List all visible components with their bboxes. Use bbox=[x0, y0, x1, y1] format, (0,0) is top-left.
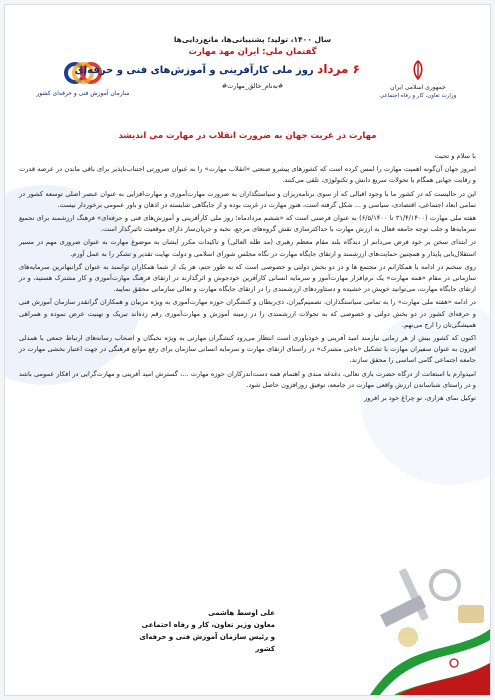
slogan-prefix: گفتمان ملی: bbox=[259, 47, 317, 57]
letter-slogan: مهارت در غربت جهان به ضرورت انقلاب در مهارت می اندیشد bbox=[118, 131, 377, 141]
org-logo-caption: سازمان آموزش فنی و حرفه‌ای کشور bbox=[36, 90, 130, 97]
letter-paragraph: در ابتدای سخن بر خود فرض می‌دانم از دیدگاه بلند مقام معظم رهبری (مد ظله العالی) و تاکیدات مکرر ایشان به موضوع مهارت به عنوان ضروری مهم در مسیر استقلال‌یابی پایدار و همچنین حمایت‌های ارزشمند و ارتقای جایگاه مهارت در نگاه مجلس شورای اسلامی و دولت نهایت تقدیر و تشکر را به عمل آورم. bbox=[19, 238, 476, 258]
letter-paragraph: این در حالیست که در کشور ما با وجود اقبالی که از سوی برنامه‌ریزان و سیاستگذاران به ضرورت مهارت‌آموزی و مهارت‌افزایی به عنوان عنصر اصلی توسعه کشور در تمامی ابعاد اجتماعی، اقتصادی، سیاسی و ... شکل گرفته است، هنوز مهارت در غربت بوده و از جایگاهی شایسته در اذهان و باور عمومی برخوردار نیست. bbox=[19, 189, 476, 209]
national-slogan bbox=[145, 47, 360, 57]
slogan-body: ایران مهد مهارت bbox=[188, 47, 260, 57]
letter-paragraph: روی سخنم در ادامه با همکارانم در مجتمع ها و در دو بخش دولتی و خصوصی است که به طور حتم، هر یک از شما همکاران توانمند به عنوان گرانبهاترین سرمایه‌های سازمانی در مقام «همه مهارت» یک نرم‌افزار مهارت‌آموز و سرمایه انسانی کارآفرین خودجوش و اثرگذارند در ارتقای فرهنگ مهارت‌آموزی و کار مشترک هستید، و در ارتقای جایگاه مهارت، می‌توانید خویش در خشیده و دستاوردهای ارزشمندی را در ارتقای جایگاه مهارت و تعالی سازمانی محقق نمایید. bbox=[19, 262, 476, 294]
ministry-emblem bbox=[368, 59, 468, 99]
emblem-icon bbox=[407, 59, 429, 81]
event-date: ۶ مرداد bbox=[317, 62, 360, 76]
signer-title: معاون وزیر تعاون، کار و رفاه اجتماعی bbox=[141, 621, 275, 629]
event-name: روز ملی کارآفرینی و آموزش‌های فنی و حرفه‌ای bbox=[74, 65, 318, 76]
hashtag: #به‌نام_خالق_مهارت# bbox=[221, 82, 284, 90]
letter-paragraph: هفته ملی مهارت (۳۱/۴/۱۴۰۰ تا ۶/۵/۱۴۰۰) به عنوان فرصتی است که «ششم مردادماه؛ روز ملی کارآفرینی و آموزش‌های فنی و حرفه‌ای» فرهنگ ارزشمند برای تجمیع سرمایه‌ها و جلب توجه جامعه فعال به ارزش مهارت با حداکثرسازی نقش گروه‌های مرجع، نخبه و جریان‌ساز دارای موقعیت تاثیرگذار است. bbox=[19, 214, 476, 234]
year-motto: سال ۱۴۰۰، تولید؛ پشتیبانی‌ها، مانع‌زدایی‌ها bbox=[173, 35, 332, 44]
letter-paragraph: اکنون که کشور بیش از هر زمانی نیازمند امید آفرینی و خودباوری است انتظار می‌رود کنشگران مهارتی به ویژه نخبگان و اصحاب رسانه‌های ارتباط جمعی با همدلی افزون به عنوان سفیران مهارت با تشکیل «باجی مشترک» در راستای ارتقای مهارت و سرمایه انسانی سازمان برای رفع موانع فرهنگی در جهت اعتبار بخشی مهارت در جامعه اجتماعی گامی اساسی را محقق سازند. bbox=[19, 334, 476, 365]
emblem-caption-line1: جمهوری اسلامی ایران bbox=[390, 84, 446, 91]
signature-block bbox=[125, 607, 275, 655]
closing-verse: توکیل نمای هزاری، تو چراغ خود بر افروز bbox=[364, 394, 476, 403]
tools-flag-illustration bbox=[350, 545, 490, 695]
letter-paragraph: امروز جهان آن‌گونه اهمیت مهارت را لمس کرده است که کشورهای پیشرو صنعتی «انقلاب مهارت» را به عنوان ضرورتی اجتناب‌ناپذیر برای باقی ماندن در عرصه قدرت و رقابت جهانی همگام با تحولات سریع دانش و تکنولوژی، تلقی می‌کنند. bbox=[19, 165, 476, 185]
letter-paragraph: در ادامه «هفته ملی مهارت» را به تمامی سیاستگذاران، تصمیم‌گیران، ذی‌ربطان و کنشگران حوزه مهارت‌آموزی به ویژه مربیان و همکاران گرانقدر سازمان آموزش فنی و حرفه‌ای کشور در دو بخش دولتی و خصوصی که به تحولات ارزشمندی را در زمینه آموزش و مهارت‌آموزی رقم زده‌اند تبریک و تهنیت عرض نموده و همراهی همیشگی‌تان را ارج می‌نهم. bbox=[19, 298, 476, 329]
letter-header bbox=[74, 35, 360, 90]
event-title bbox=[74, 62, 360, 76]
letter-paragraph: امیدوارم با استعانت از درگاه حضرت باری تعالی، دغدغه مندی و اهتمام همه دست‌اندرکاران حوزه مهارت ...، گسترش امید آفرینی و مهارت‌گرایی در افکار عمومی باشد و در راستای شناساندن ارزش واقعی مهارت در جامعه، توفیق روزافزون حاصل شود. bbox=[19, 369, 476, 389]
letter-body bbox=[19, 151, 476, 406]
letter-page bbox=[4, 4, 491, 696]
emblem-caption-line2: وزارت تعاون، کار و رفاه اجتماعی bbox=[379, 92, 457, 99]
signer-name: علی اوسط هاشمی bbox=[208, 609, 275, 617]
signer-title: و رئیس سازمان آموزش فنی و حرفه‌ای کشور bbox=[139, 633, 275, 653]
greeting: با سلام و تحیت bbox=[434, 152, 476, 160]
